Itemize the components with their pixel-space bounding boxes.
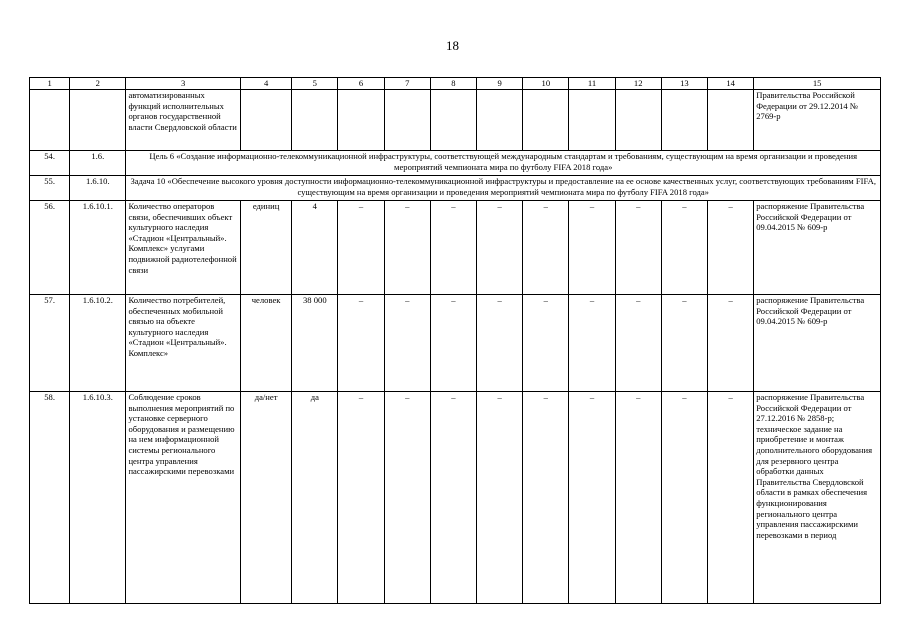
value-cell: – bbox=[615, 201, 661, 295]
value-cell: – bbox=[384, 295, 430, 392]
value-cell: – bbox=[569, 295, 615, 392]
unit-cell: единиц bbox=[240, 201, 291, 295]
row-code: 1.6. bbox=[70, 151, 126, 176]
task-text: Задача 10 «Обеспечение высокого уровня доступности информационно-телекоммуникационной инфраструктуры и предоставление на ее основе качественных услуг, соответствующих требованиям FIFA, существующим на время организации и проведения мероприятий чемпионата мира по футболу FIFA 2018 года» bbox=[126, 176, 881, 201]
source-cell: распоряжение Правительства Российской Федерации от 09.04.2015 № 609-р bbox=[754, 295, 881, 392]
row-number: 54. bbox=[30, 151, 70, 176]
base-value-cell: 38 000 bbox=[292, 295, 338, 392]
header-cell: 6 bbox=[338, 78, 384, 90]
value-cell: – bbox=[477, 295, 523, 392]
header-cell: 9 bbox=[477, 78, 523, 90]
row-code: 1.6.10.2. bbox=[70, 295, 126, 392]
indicators-table bbox=[29, 77, 881, 604]
header-cell: 3 bbox=[126, 78, 241, 90]
row-code: 1.6.10.1. bbox=[70, 201, 126, 295]
page-number: 18 bbox=[446, 38, 459, 53]
value-cell: – bbox=[615, 295, 661, 392]
value-cell: – bbox=[384, 201, 430, 295]
table-row-task bbox=[30, 176, 881, 201]
header-cell: 14 bbox=[708, 78, 754, 90]
value-cell: – bbox=[477, 201, 523, 295]
value-cell: – bbox=[523, 201, 569, 295]
header-cell: 12 bbox=[615, 78, 661, 90]
header-cell: 8 bbox=[430, 78, 476, 90]
header-cell: 1 bbox=[30, 78, 70, 90]
header-cell: 10 bbox=[523, 78, 569, 90]
header-cell: 7 bbox=[384, 78, 430, 90]
value-cell: – bbox=[615, 392, 661, 604]
source-cell: распоряжение Правительства Российской Федерации от 27.12.2016 № 2858-р; техническое задание на приобретение и монтаж дополнительного оборудования для резервного центра обработки данных Правительства Свердловской области в рамках обеспечения функционирования регионального центра управления пассажирскими перевозками в период bbox=[754, 392, 881, 604]
table-row-goal bbox=[30, 151, 881, 176]
value-cell: – bbox=[430, 295, 476, 392]
indicator-name-cell: Соблюдение сроков выполнения мероприятий по установке серверного оборудования и размещению на нем информационной системы регионального центра управления пассажирскими перевозками bbox=[126, 392, 241, 604]
base-value-cell: 4 bbox=[292, 201, 338, 295]
value-cell: – bbox=[338, 295, 384, 392]
value-cell: – bbox=[708, 201, 754, 295]
goal-text: Цель 6 «Создание информационно-телекоммуникационной инфраструктуры, соответствующей международным стандартам и требованиям, существующим на время организации и проведения мероприятий чемпионата мира по футболу FIFA 2018 года» bbox=[126, 151, 881, 176]
value-cell: – bbox=[661, 392, 707, 604]
value-cell: – bbox=[523, 392, 569, 604]
source-cell: распоряжение Правительства Российской Федерации от 09.04.2015 № 609-р bbox=[754, 201, 881, 295]
table-row bbox=[30, 201, 881, 295]
value-cell: – bbox=[708, 392, 754, 604]
value-cell: – bbox=[430, 392, 476, 604]
indicator-name-cell: Количество операторов связи, обеспечивших объект культурного наследия «Стадион «Центральный». Комплекс» услугами подвижной радиотелефонной связи bbox=[126, 201, 241, 295]
value-cell: – bbox=[569, 201, 615, 295]
header-row bbox=[30, 78, 881, 90]
value-cell: – bbox=[661, 201, 707, 295]
header-cell: 2 bbox=[70, 78, 126, 90]
row-code: 1.6.10.3. bbox=[70, 392, 126, 604]
header-cell: 13 bbox=[661, 78, 707, 90]
value-cell: – bbox=[477, 392, 523, 604]
indicator-name-cell: автоматизированных функций исполнительных органов государственной власти Свердловской области bbox=[126, 90, 241, 151]
header-cell: 4 bbox=[240, 78, 291, 90]
row-number: 56. bbox=[30, 201, 70, 295]
value-cell: – bbox=[523, 295, 569, 392]
row-code: 1.6.10. bbox=[70, 176, 126, 201]
table-row bbox=[30, 392, 881, 604]
header-cell: 5 bbox=[292, 78, 338, 90]
base-value-cell: да bbox=[292, 392, 338, 604]
value-cell: – bbox=[338, 392, 384, 604]
value-cell: – bbox=[384, 392, 430, 604]
unit-cell: да/нет bbox=[240, 392, 291, 604]
value-cell: – bbox=[569, 392, 615, 604]
value-cell: – bbox=[708, 295, 754, 392]
source-cell: Правительства Российской Федерации от 29.12.2014 № 2769-р bbox=[754, 90, 881, 151]
table-row-continued bbox=[30, 90, 881, 151]
row-number: 55. bbox=[30, 176, 70, 201]
row-number: 57. bbox=[30, 295, 70, 392]
header-cell: 15 bbox=[754, 78, 881, 90]
unit-cell: человек bbox=[240, 295, 291, 392]
header-cell: 11 bbox=[569, 78, 615, 90]
value-cell: – bbox=[430, 201, 476, 295]
table-row bbox=[30, 295, 881, 392]
value-cell: – bbox=[661, 295, 707, 392]
value-cell: – bbox=[338, 201, 384, 295]
row-number: 58. bbox=[30, 392, 70, 604]
indicator-name-cell: Количество потребителей, обеспеченных мобильной связью на объекте культурного наследия «Стадион «Центральный». Комплекс» bbox=[126, 295, 241, 392]
